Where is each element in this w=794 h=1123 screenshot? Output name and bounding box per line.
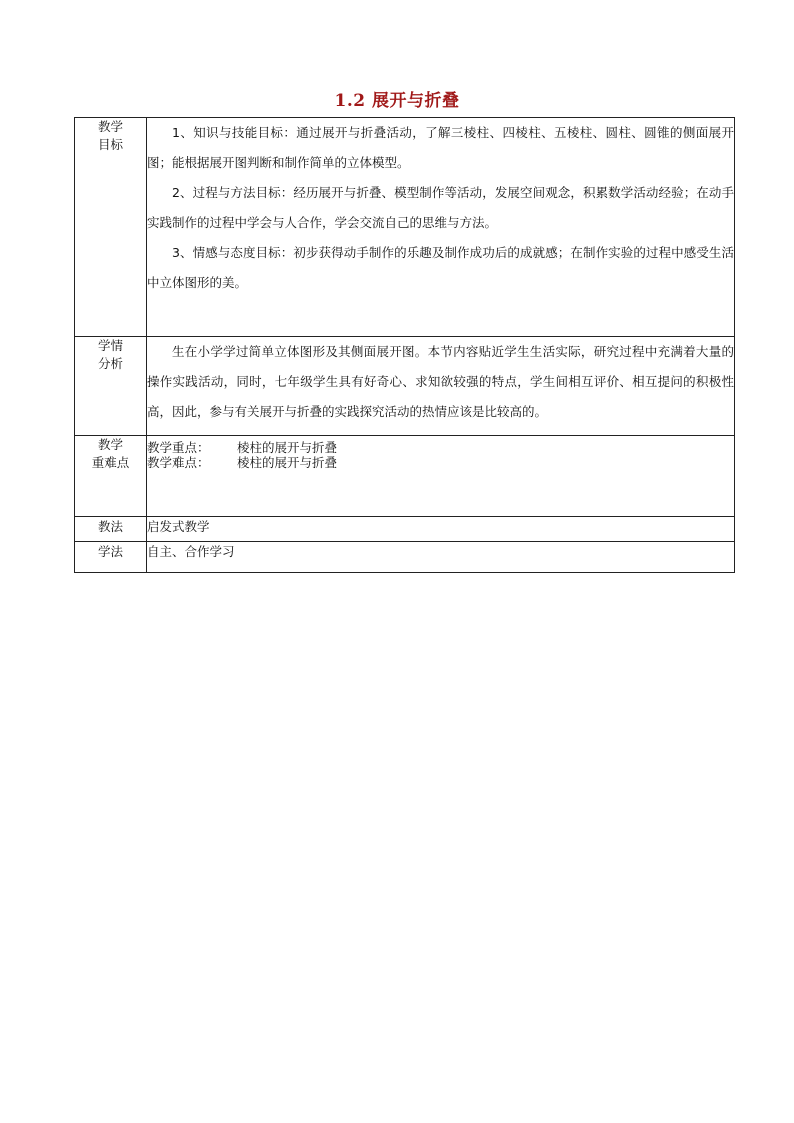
- table-row-learning-method: [75, 542, 735, 573]
- table-row-teaching-goals: [75, 118, 735, 337]
- goal-paragraph-emotion: 3、情感与态度目标：初步获得动手制作的乐趣及制作成功后的成就感；在制作实验的过程中感受生活中立体图形的美。: [147, 245, 734, 290]
- student-analysis-content: [147, 337, 735, 436]
- teaching-goals-content: [147, 118, 735, 337]
- row-label-student-analysis: [75, 337, 147, 436]
- key-point-key: 教学重点：: [147, 440, 210, 455]
- row-label-learning-method: [75, 542, 147, 573]
- table-row-teaching-method: [75, 517, 735, 542]
- row-label-teaching-goals: [75, 118, 147, 337]
- difficulty-key: 教学难点：: [147, 455, 210, 470]
- goal-paragraph-knowledge: 1、知识与技能目标：通过展开与折叠活动，了解三棱柱、四棱柱、五棱柱、圆柱、圆锥的侧面展开图；能根据展开图判断和制作简单的立体模型。: [147, 125, 734, 170]
- goal-paragraph-process: 2、过程与方法目标：经历展开与折叠、模型制作等活动，发展空间观念，积累数学活动经验；在动手实践制作的过程中学会与人合作，学会交流自己的思维与方法。: [147, 185, 734, 230]
- row-label-line: 教法: [97, 519, 123, 534]
- key-point-item: [147, 440, 734, 455]
- row-label-line: 教学: [97, 437, 123, 452]
- row-label-line: 教学: [97, 119, 123, 134]
- teaching-method-value: 启发式教学: [147, 517, 735, 542]
- row-label-line: 学法: [97, 544, 123, 559]
- document-title: 1.2 展开与折叠: [334, 91, 460, 111]
- difficulty-value: 棱柱的展开与折叠: [237, 455, 338, 470]
- row-label-key-points: [75, 436, 147, 517]
- row-label-line: 分析: [97, 356, 123, 371]
- lesson-plan-table: [74, 117, 735, 573]
- row-label-line: 学情: [97, 338, 123, 353]
- table-row-student-analysis: [75, 337, 735, 436]
- row-label-teaching-method: [75, 517, 147, 542]
- row-label-line: 重难点: [91, 455, 130, 470]
- difficulty-item: [147, 455, 734, 470]
- analysis-paragraph: 生在小学学过简单立体图形及其侧面展开图。本节内容贴近学生生活实际，研究过程中充满着大量的操作实践活动，同时，七年级学生具有好奇心、求知欲较强的特点，学生间相互评价、相互提问的积极性高，因此，参与有关展开与折叠的实践探究活动的热情应该是比较高的。: [147, 344, 734, 419]
- row-label-line: 目标: [97, 137, 123, 152]
- key-point-value: 棱柱的展开与折叠: [237, 440, 338, 455]
- table-row-key-points: [75, 436, 735, 517]
- learning-method-value: 自主、合作学习: [147, 542, 735, 573]
- key-points-content: [147, 436, 735, 517]
